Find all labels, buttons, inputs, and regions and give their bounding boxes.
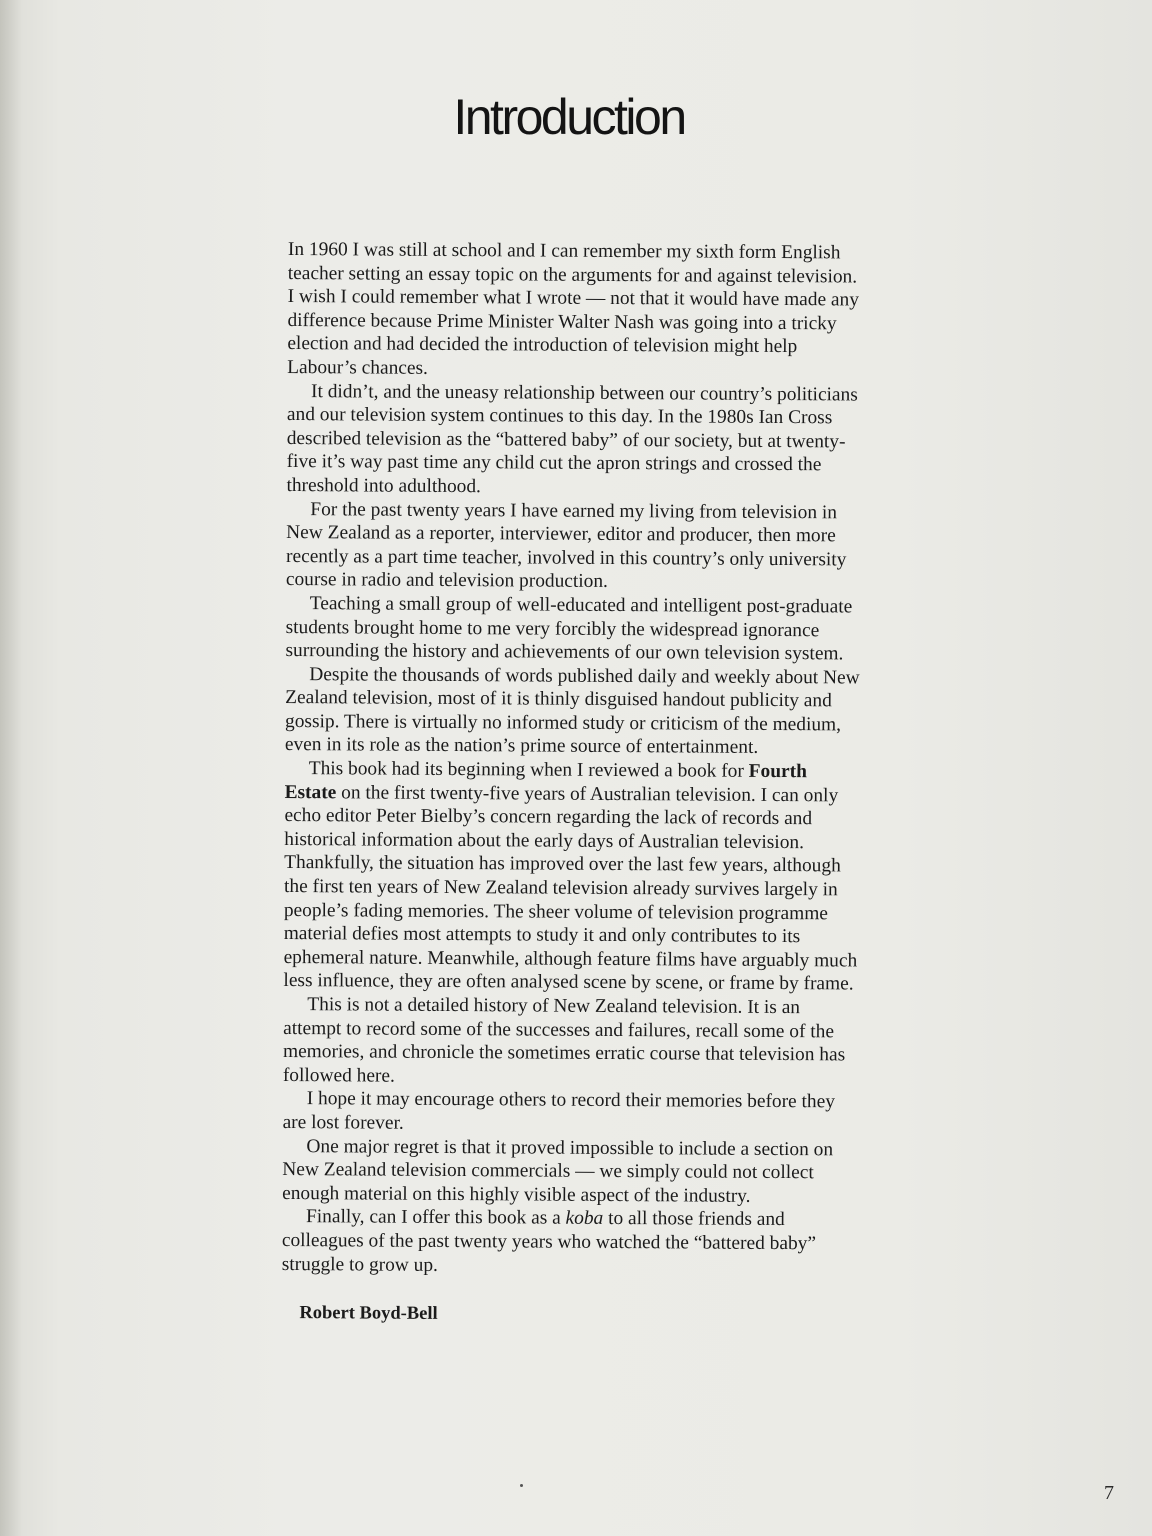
paragraph-6: This book had its beginning when I reviewed a book for Fourth Estate on the first twenty-five years of Australian television. I can only echo editor Peter Bielby’s concern regarding the lack of records and historical information about the early days of Australian television. Thankfully, the situation has improved over the last few years, although the first ten years of New Zealand television already survives largely in people’s fading memories. The sheer volume of television programme material defies most attempts to study it and only contributes to its ephemeral nature. Meanwhile, although feature films have arguably much less influence, they are often analysed scene by scene, or frame by frame.	[283, 758, 858, 995]
paragraph-10: Finally, can I offer this book as a koba to all those friends and colleagues of the past twenty years who watched the “battered baby” struggle to grow up.	[281, 1206, 817, 1276]
print-speck	[520, 1484, 523, 1487]
author-signature: Robert Boyd-Bell	[299, 1303, 438, 1325]
paragraph-7: This is not a detailed history of New Zealand television. It is an attempt to record some of the successes and failures, recall some of the memories, and chronicle the sometimes erratic course that television has followed here.	[282, 994, 846, 1087]
paragraph-1: In 1960 I was still at school and I can remember my sixth form English teacher setting an essay topic on the arguments for and against television. I wish I could remember what I wrote — not that it would have made any difference because Prime Minister Walter Nash was going into a tricky election and had decided the introduction of television might help Labour’s chances.	[287, 238, 860, 379]
paragraph-4: Teaching a small group of well-educated and intelligent post-graduate students brought home to me very forcibly the widespread ignorance surrounding the history and achievements of our own television system.	[285, 593, 853, 665]
paragraph-3: For the past twenty years I have earned my living from television in New Zealand as a reporter, interviewer, editor and producer, then more recently as a part time teacher, involved in this country’s only university course in radio and television production.	[285, 498, 847, 593]
publication-title: Fourth Estate	[284, 760, 807, 803]
introduction-body	[281, 238, 864, 1329]
paragraph-5: Despite the thousands of words published daily and weekly about New Zealand television, most of it is thinly disguised handout publicity and gossip. There is virtually no informed study or criticism of the medium, even in its role as the nation’s prime source of entertainment.	[284, 663, 860, 759]
page-number: 7	[1104, 1482, 1114, 1504]
paragraph-9: One major regret is that it proved impossible to include a section on New Zealand television commercials — we simply could not collect enough material on this highly visible aspect of the industry.	[282, 1135, 834, 1207]
paragraph-2: It didn’t, and the uneasy relationship between our country’s politicians and our television system continues to this day. In the 1980s Ian Cross described television as the “battered baby” of our society, but at twenty-five it’s way past time any child cut the apron strings and crossed the threshold into adulthood.	[286, 380, 858, 498]
maori-word: koba	[565, 1208, 604, 1230]
page-gutter-shadow	[0, 0, 22, 1536]
paragraph-8: I hope it may encourage others to record their memories before they are lost forever.	[282, 1088, 835, 1134]
page-title: Introduction	[453, 89, 685, 145]
